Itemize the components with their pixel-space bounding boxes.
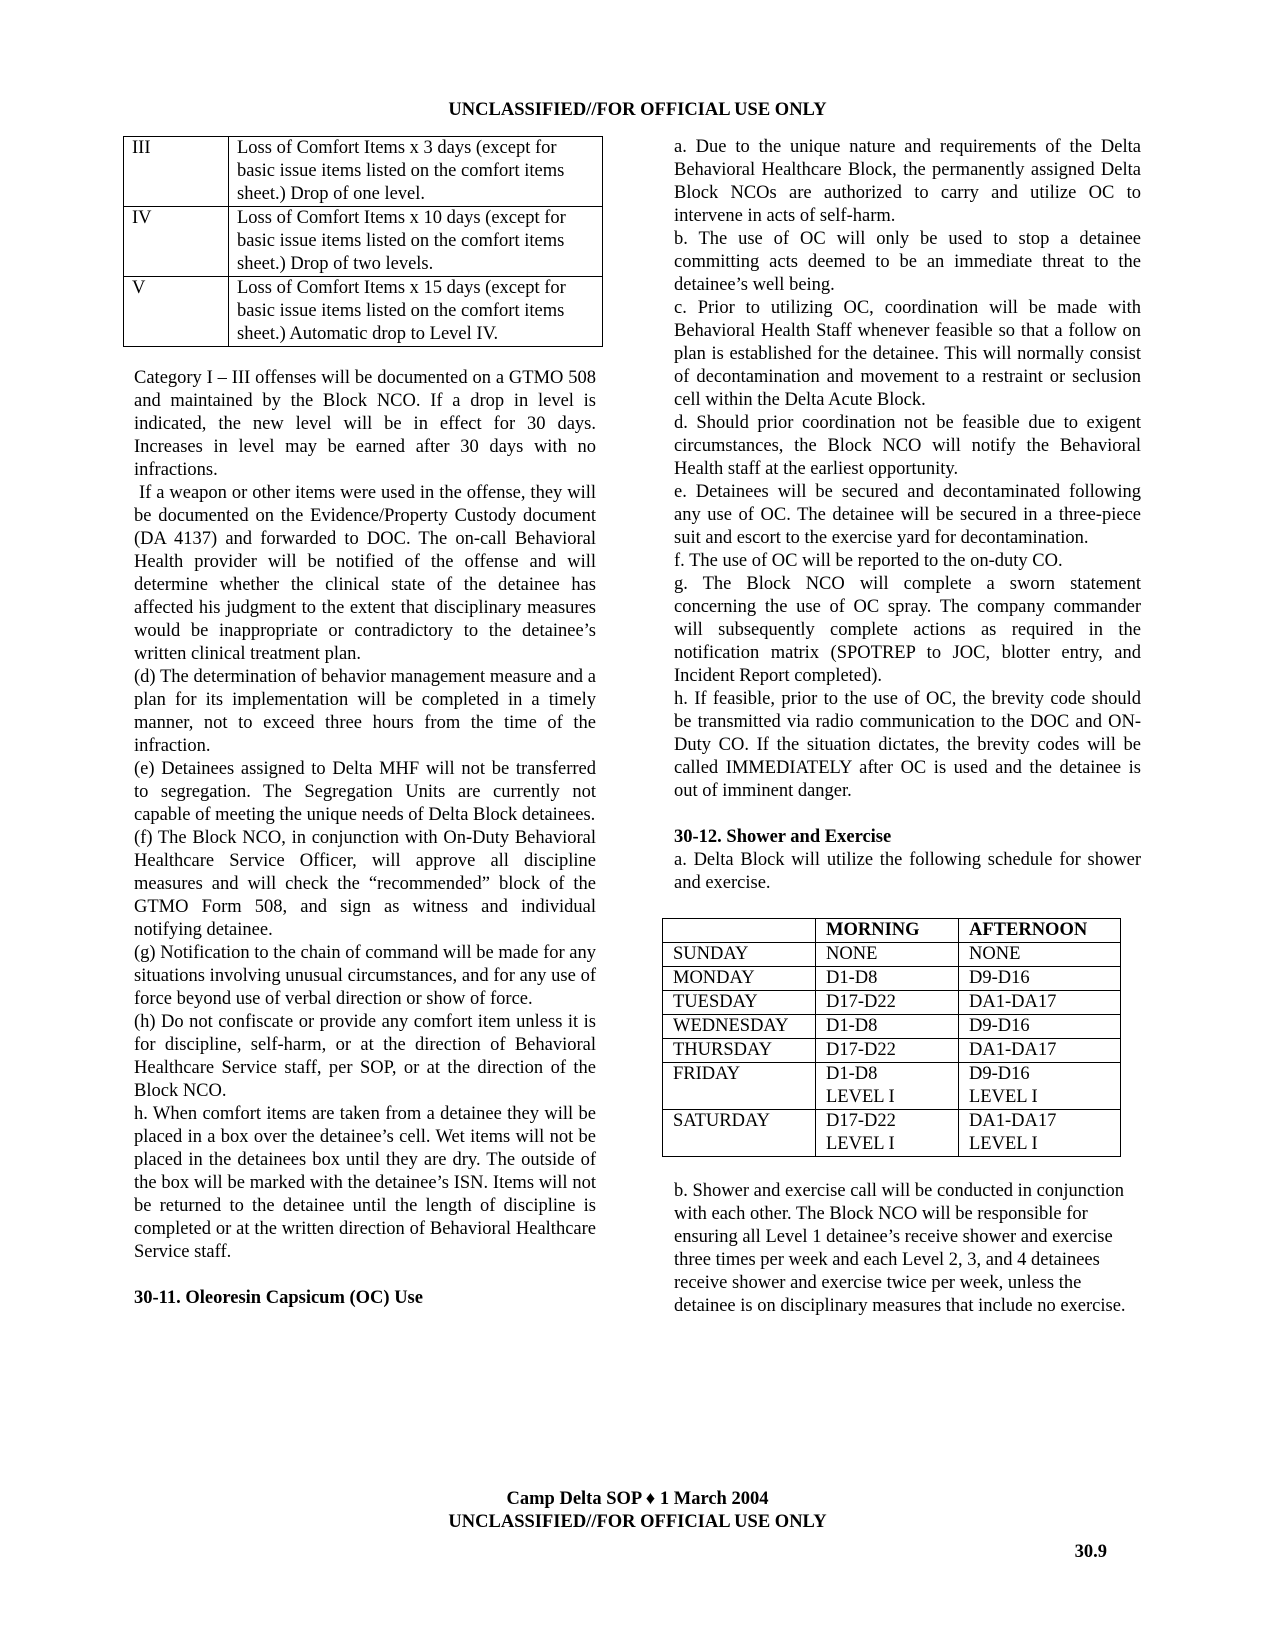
day-cell: WEDNESDAY — [663, 1015, 816, 1039]
afternoon-cell: NONE — [959, 943, 1121, 967]
discipline-level-table — [123, 136, 603, 347]
paragraph: Category I – III offenses will be documented on a GTMO 508 and maintained by the Block NCO. If a drop in level is indicated, the new level will be in effect for 30 days. Increases in level may be earned after 30 days with no infractions. — [134, 368, 596, 480]
header-cell — [663, 919, 816, 943]
table-row — [663, 1039, 1121, 1063]
afternoon-cell: DA1-DA17 — [959, 991, 1121, 1015]
paragraph: (e) Detainees assigned to Delta MHF will not be transferred to segregation. The Segregation Units are currently not capable of meeting the unique needs of Delta Block detainees. — [134, 759, 596, 825]
morning-level: LEVEL I — [826, 1134, 895, 1154]
morning-group: D1-D8 — [826, 1064, 878, 1084]
paragraph: h. If feasible, prior to the use of OC, the brevity code should be transmitted via radio communication to the DOC and ON-Duty CO. If the situation dictates, the brevity codes will be called IMMEDIATELY after OC is used and the detainee is out of imminent danger. — [674, 689, 1141, 801]
table-row — [663, 943, 1121, 967]
table-row — [124, 137, 603, 207]
day-cell: TUESDAY — [663, 991, 816, 1015]
paragraph: a. Due to the unique nature and requirements of the Delta Behavioral Healthcare Block, the permanently assigned Delta Block NCOs are authorized to carry and utilize OC to intervene in acts of self-harm. — [674, 137, 1141, 226]
morning-cell — [816, 1063, 959, 1110]
classification-banner-bottom: UNCLASSIFIED//FOR OFFICIAL USE ONLY — [448, 1512, 827, 1532]
footer-title: Camp Delta SOP ♦ 1 March 2004 — [506, 1489, 769, 1509]
paragraph: g. The Block NCO will complete a sworn statement concerning the use of OC spray. The company commander will subsequently complete actions as required in the notification matrix (SPOTREP to JOC, blotter entry, and Incident Report completed). — [674, 574, 1141, 686]
afternoon-level: LEVEL I — [969, 1087, 1038, 1107]
table-header-row — [663, 919, 1121, 943]
afternoon-cell — [959, 1063, 1121, 1110]
header-cell: AFTERNOON — [959, 919, 1121, 943]
afternoon-cell: D9-D16 — [959, 1015, 1121, 1039]
morning-level: LEVEL I — [826, 1087, 895, 1107]
table-row — [663, 1015, 1121, 1039]
paragraph: b. The use of OC will only be used to stop a detainee committing acts deemed to be an immediate threat to the detainee’s well being. — [674, 229, 1141, 295]
afternoon-cell: DA1-DA17 — [959, 1039, 1121, 1063]
day-cell: SUNDAY — [663, 943, 816, 967]
morning-group: D17-D22 — [826, 1111, 896, 1131]
morning-cell: D17-D22 — [816, 1039, 959, 1063]
morning-cell: D1-D8 — [816, 967, 959, 991]
level-cell: V — [124, 277, 229, 347]
table-row — [663, 1063, 1121, 1110]
paragraph: h. When comfort items are taken from a detainee they will be placed in a box over the detainee’s cell. Wet items will not be placed in the detainees box until they are dry. The outside of the box will be marked with the detainee’s ISN. Items will not be returned to the detainee until the length of discipline is completed or at the written direction of Behavioral Healthcare Service staff. — [134, 1104, 596, 1262]
paragraph: f. The use of OC will be reported to the on-duty CO. — [674, 551, 1063, 571]
paragraph: (h) Do not confiscate or provide any comfort item unless it is for discipline, self-harm, or at the direction of Behavioral Healthcare Service staff, per SOP, or at the direction of the Block NCO. — [134, 1012, 596, 1101]
section-heading-shower: 30-12. Shower and Exercise — [674, 827, 892, 847]
day-cell: THURSDAY — [663, 1039, 816, 1063]
consequence-cell: Loss of Comfort Items x 15 days (except for basic issue items listed on the comfort items sheet.) Automatic drop to Level IV. — [229, 277, 603, 347]
day-cell: SATURDAY — [663, 1110, 816, 1157]
afternoon-level: LEVEL I — [969, 1134, 1038, 1154]
shower-schedule-table — [662, 918, 1121, 1157]
morning-cell: D1-D8 — [816, 1015, 959, 1039]
day-cell: FRIDAY — [663, 1063, 816, 1110]
paragraph: If a weapon or other items were used in the offense, they will be documented on the Evidence/Property Custody document (DA 4137) and forwarded to DOC. The on-call Behavioral Health provider will be notified of the offense and will determine whether the clinical state of the detainee has affected his judgment to the extent that disciplinary measures would be inappropriate or contradictory to the detainee’s written clinical treatment plan. — [134, 483, 596, 664]
table-row — [663, 967, 1121, 991]
right-column — [674, 136, 1141, 1318]
consequence-cell: Loss of Comfort Items x 3 days (except for basic issue items listed on the comfort items sheet.) Drop of one level. — [229, 137, 603, 207]
afternoon-cell — [959, 1110, 1121, 1157]
table-row — [124, 277, 603, 347]
page-number: 30.9 — [1074, 1542, 1107, 1562]
paragraph: a. Delta Block will utilize the following schedule for shower and exercise. — [674, 850, 1141, 893]
section-heading-oc: 30-11. Oleoresin Capsicum (OC) Use — [134, 1288, 423, 1308]
paragraph: (g) Notification to the chain of command will be made for any situations involving unusual circumstances, and for any use of force beyond use of verbal direction or show of force. — [134, 943, 596, 1009]
level-cell: IV — [124, 207, 229, 277]
morning-cell — [816, 1110, 959, 1157]
paragraph: b. Shower and exercise call will be conducted in conjunction with each other. The Block NCO will be responsible for ensuring all Level 1 detainee’s receive shower and exercise three times per week and each Level 2, 3, and 4 detainees receive shower and exercise twice per week, unless the detainee is on disciplinary measures that include no exercise. — [674, 1181, 1126, 1316]
afternoon-group: DA1-DA17 — [969, 1111, 1057, 1131]
afternoon-group: D9-D16 — [969, 1064, 1030, 1084]
paragraph: d. Should prior coordination not be feasible due to exigent circumstances, the Block NCO will notify the Behavioral Health staff at the earliest opportunity. — [674, 413, 1141, 479]
morning-cell: D17-D22 — [816, 991, 959, 1015]
table-row — [663, 991, 1121, 1015]
afternoon-cell: D9-D16 — [959, 967, 1121, 991]
paragraph: (f) The Block NCO, in conjunction with On-Duty Behavioral Healthcare Service Officer, will approve all discipline measures and will check the “recommended” block of the GTMO Form 508, and sign as witness and individual notifying detainee. — [134, 828, 596, 940]
table-row — [124, 207, 603, 277]
consequence-cell: Loss of Comfort Items x 10 days (except for basic issue items listed on the comfort items sheet.) Drop of two levels. — [229, 207, 603, 277]
morning-cell: NONE — [816, 943, 959, 967]
classification-banner-top: UNCLASSIFIED//FOR OFFICIAL USE ONLY — [448, 100, 827, 120]
header-cell: MORNING — [816, 919, 959, 943]
paragraph: e. Detainees will be secured and decontaminated following any use of OC. The detainee will be secured in a three-piece suit and escort to the exercise yard for decontamination. — [674, 482, 1141, 548]
paragraph: (d) The determination of behavior management measure and a plan for its implementation will be completed in a timely manner, not to exceed three hours from the time of the infraction. — [134, 667, 596, 756]
left-column — [134, 136, 596, 1310]
day-cell: MONDAY — [663, 967, 816, 991]
paragraph: c. Prior to utilizing OC, coordination will be made with Behavioral Health Staff whenever feasible so that a follow on plan is established for the detainee. This will normally consist of decontamination and movement to a restraint or seclusion cell within the Delta Acute Block. — [674, 298, 1141, 410]
table-row — [663, 1110, 1121, 1157]
level-cell: III — [124, 137, 229, 207]
